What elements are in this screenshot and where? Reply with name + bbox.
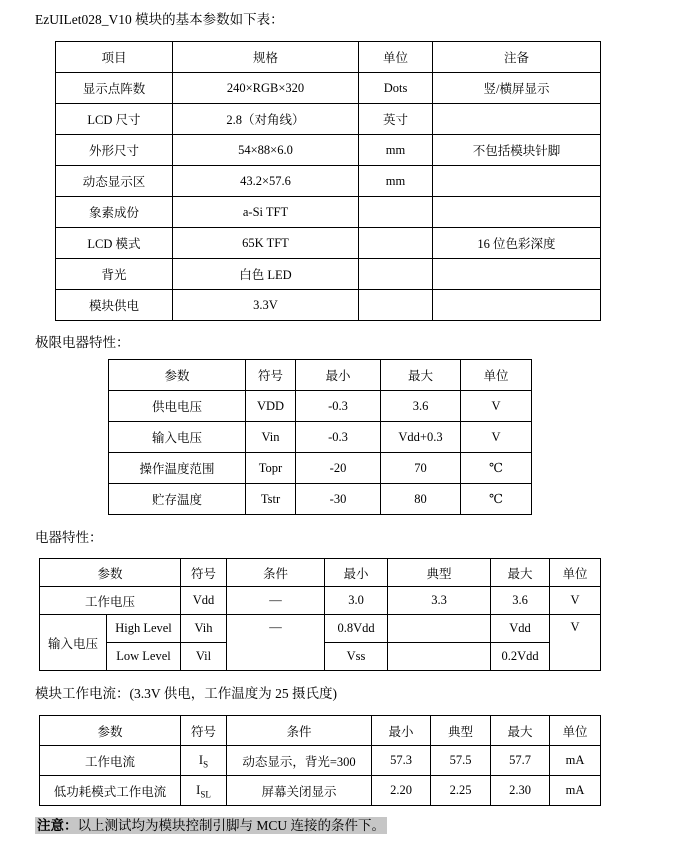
cell: 3.0	[325, 587, 388, 615]
cell: 43.2×57.6	[173, 166, 359, 197]
cell	[181, 746, 227, 776]
header-cell: 单位	[550, 559, 601, 587]
table-row	[56, 135, 601, 166]
cell: -0.3	[296, 391, 381, 422]
cell: Vin	[246, 422, 296, 453]
symbol-subscript: SL	[200, 789, 211, 800]
table-header-row	[56, 42, 601, 73]
cell: 2.20	[372, 776, 431, 806]
header-cell: 单位	[359, 42, 433, 73]
cell: Vdd+0.3	[381, 422, 461, 453]
section-title-limit: 极限电器特性：	[35, 335, 130, 350]
note-label: 注意：	[37, 818, 78, 833]
table-row	[56, 259, 601, 290]
cell: 0.8Vdd	[325, 615, 388, 643]
cell: LCD 尺寸	[56, 104, 173, 135]
cell: 80	[381, 484, 461, 515]
page-title: EzUILet028_V10 模块的基本参数如下表：	[35, 12, 284, 27]
cell	[388, 643, 491, 671]
header-cell: 单位	[461, 360, 532, 391]
cell	[359, 259, 433, 290]
cell: Vdd	[181, 587, 227, 615]
cell: 工作电压	[40, 587, 181, 615]
cell: -0.3	[296, 422, 381, 453]
cell: 屏幕关闭显示	[227, 776, 372, 806]
cell: Vih	[181, 615, 227, 643]
cell: ℃	[461, 484, 532, 515]
header-cell: 最小	[372, 716, 431, 746]
section-title-electrical: 电器特性：	[35, 530, 103, 545]
cell: 不包括模块针脚	[433, 135, 601, 166]
cell: 3.3	[388, 587, 491, 615]
cell: Vil	[181, 643, 227, 671]
cell: 工作电流	[40, 746, 181, 776]
cell: 16 位色彩深度	[433, 228, 601, 259]
cell	[359, 290, 433, 321]
cell: 3.6	[381, 391, 461, 422]
header-cell: 项目	[56, 42, 173, 73]
header-cell: 规格	[173, 42, 359, 73]
table-header-row	[109, 360, 532, 391]
cell	[359, 197, 433, 228]
cell: 输入电压	[109, 422, 246, 453]
cell: 57.3	[372, 746, 431, 776]
cell: 输入电压	[40, 615, 107, 671]
header-cell: 符号	[181, 559, 227, 587]
symbol-base: I	[196, 783, 201, 797]
operating-current-table	[39, 715, 601, 806]
electrical-table	[39, 558, 601, 671]
cell: 低功耗模式工作电流	[40, 776, 181, 806]
cell: —	[227, 587, 325, 615]
cell: V	[461, 391, 532, 422]
cell: 2.30	[491, 776, 550, 806]
cell: 54×88×6.0	[173, 135, 359, 166]
cell: a-Si TFT	[173, 197, 359, 228]
cell: 显示点阵数	[56, 73, 173, 104]
table-row	[40, 776, 601, 806]
cell: mm	[359, 135, 433, 166]
cell: mA	[550, 776, 601, 806]
cell: Topr	[246, 453, 296, 484]
header-cell: 最大	[491, 716, 550, 746]
table-row	[109, 422, 532, 453]
limit-ratings-table	[108, 359, 532, 515]
cell: 2.25	[431, 776, 491, 806]
cell: 2.8（对角线）	[173, 104, 359, 135]
cell: 57.7	[491, 746, 550, 776]
table-header-row	[40, 559, 601, 587]
cell: —	[227, 615, 325, 671]
header-cell: 最小	[325, 559, 388, 587]
cell: High Level	[107, 615, 181, 643]
cell: Vdd	[491, 615, 550, 643]
table-row	[109, 391, 532, 422]
symbol-base: I	[198, 753, 204, 767]
note	[35, 817, 387, 834]
cell: 65K TFT	[173, 228, 359, 259]
header-cell: 单位	[550, 716, 601, 746]
cell	[359, 228, 433, 259]
header-cell: 参数	[40, 716, 181, 746]
header-cell: 条件	[227, 716, 372, 746]
header-cell: 典型	[388, 559, 491, 587]
cell: 57.5	[431, 746, 491, 776]
note-line	[35, 817, 681, 835]
cell: 3.3V	[173, 290, 359, 321]
cell: mA	[550, 746, 601, 776]
cell: -30	[296, 484, 381, 515]
cell: LCD 模式	[56, 228, 173, 259]
cell: V	[461, 422, 532, 453]
cell: VDD	[246, 391, 296, 422]
cell	[433, 197, 601, 228]
cell: 竖/横屏显示	[433, 73, 601, 104]
header-cell: 条件	[227, 559, 325, 587]
table-row	[56, 104, 601, 135]
cell: 英寸	[359, 104, 433, 135]
cell: 供电电压	[109, 391, 246, 422]
cell	[433, 166, 601, 197]
cell: Dots	[359, 73, 433, 104]
table-row	[40, 615, 601, 643]
cell: 象素成份	[56, 197, 173, 228]
cell: 背光	[56, 259, 173, 290]
cell: V	[550, 587, 601, 615]
header-cell: 符号	[246, 360, 296, 391]
cell: 白色 LED	[173, 259, 359, 290]
cell: 70	[381, 453, 461, 484]
symbol-subscript: S	[203, 759, 209, 770]
table-row	[56, 73, 601, 104]
cell: 贮存温度	[109, 484, 246, 515]
note-text: 以上测试均为模块控制引脚与 MCU 连接的条件下。	[77, 818, 386, 833]
header-cell: 参数	[40, 559, 181, 587]
table-row	[40, 587, 601, 615]
cell: Tstr	[246, 484, 296, 515]
header-cell: 典型	[431, 716, 491, 746]
table-row	[56, 290, 601, 321]
cell: Vss	[325, 643, 388, 671]
table-row	[109, 484, 532, 515]
section-title-current: 模块工作电流：(3.3V 供电，工作温度为 25 摄氏度)	[35, 686, 337, 701]
cell: 外形尺寸	[56, 135, 173, 166]
header-cell: 注备	[433, 42, 601, 73]
cell: 0.2Vdd	[491, 643, 550, 671]
header-cell: 最大	[381, 360, 461, 391]
table-row	[40, 746, 601, 776]
table-row	[56, 166, 601, 197]
cell	[388, 615, 491, 643]
cell: -20	[296, 453, 381, 484]
header-cell: 最小	[296, 360, 381, 391]
table-row	[109, 453, 532, 484]
table-row	[56, 197, 601, 228]
cell	[181, 776, 227, 806]
cell: 模块供电	[56, 290, 173, 321]
cell: V	[550, 615, 601, 671]
header-cell: 最大	[491, 559, 550, 587]
cell: 动态显示，背光=300	[227, 746, 372, 776]
header-cell: 符号	[181, 716, 227, 746]
cell: 240×RGB×320	[173, 73, 359, 104]
basic-params-table	[55, 41, 601, 321]
table-header-row	[40, 716, 601, 746]
cell: Low Level	[107, 643, 181, 671]
cell: ℃	[461, 453, 532, 484]
header-cell: 参数	[109, 360, 246, 391]
cell: mm	[359, 166, 433, 197]
cell: 动态显示区	[56, 166, 173, 197]
cell: 3.6	[491, 587, 550, 615]
cell	[433, 259, 601, 290]
table-row	[56, 228, 601, 259]
cell	[433, 104, 601, 135]
cell: 操作温度范围	[109, 453, 246, 484]
cell	[433, 290, 601, 321]
